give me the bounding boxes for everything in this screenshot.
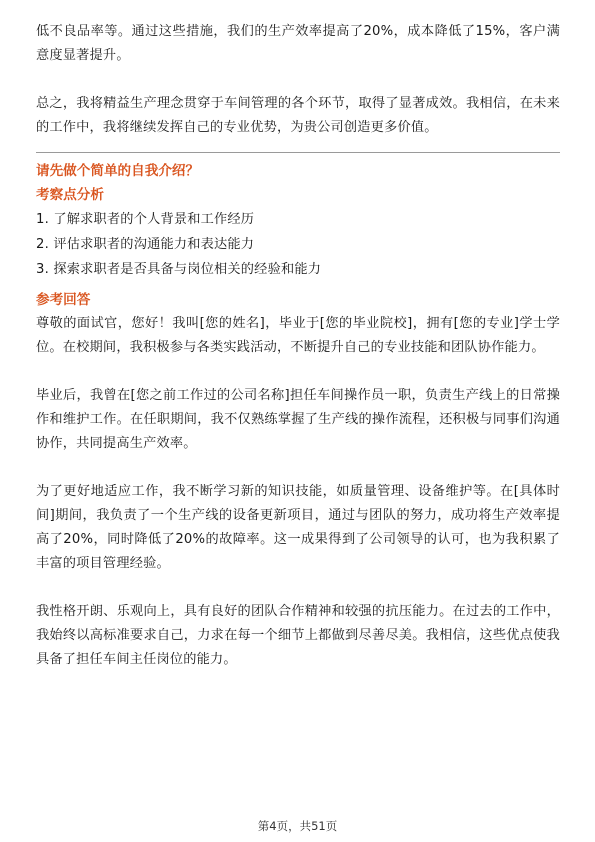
analysis-heading: 考察点分析 [36,187,104,203]
spacer [36,360,560,384]
analysis-item: 2. 评估求职者的沟通能力和表达能力 [36,237,255,252]
page-number: 第4页，共51页 [257,819,338,833]
answer-paragraph: 尊敬的面试官，您好！我叫[您的姓名]，毕业于[您的毕业院校]，拥有[您的专业]学士学位。在校期间，我积极参与各类实践活动，不断提升自己的专业技能和团队协作能力。 [36,316,560,355]
spacer [36,456,560,480]
answer-heading: 参考回答 [36,292,91,308]
page-content [36,20,560,672]
answer-paragraph: 毕业后，我曾在[您之前工作过的公司名称]担任车间操作员一职，负责生产线上的日常操作和维护工作。在任职期间，我不仅熟练掌握了生产线的操作流程，还积极与同事们沟通协作，共同提高生产效率。 [36,388,560,451]
spacer [36,576,560,600]
intro-paragraph-2: 总之，我将精益生产理念贯穿于车间管理的各个环节，取得了显著成效。我相信，在未来的工作中，我将继续发挥自己的专业优势，为贵公司创造更多价值。 [36,96,560,135]
analysis-item: 3. 探索求职者是否具备与岗位相关的经验和能力 [36,262,322,277]
analysis-item: 1. 了解求职者的个人背景和工作经历 [36,212,255,227]
answer-paragraph: 我性格开朗、乐观向上，具有良好的团队合作精神和较强的抗压能力。在过去的工作中，我始终以高标准要求自己，力求在每一个细节上都做到尽善尽美。我相信，这些优点使我具备了担任车间主任岗位的能力。 [36,604,560,667]
question-heading: 请先做个简单的自我介绍？ [36,163,200,179]
answer-paragraph: 为了更好地适应工作，我不断学习新的知识技能，如质量管理、设备维护等。在[具体时间]期间，我负责了一个生产线的设备更新项目，通过与团队的努力，成功将生产效率提高了20%，同时降低了20%的故障率。这一成果得到了公司领导的认可，也为我积累了丰富的项目管理经验。 [36,484,560,571]
intro-paragraph-1: 低不良品率等。通过这些措施，我们的生产效率提高了20%，成本降低了15%，客户满意度显著提升。 [36,24,560,63]
spacer [36,68,560,92]
section-divider [36,152,560,153]
